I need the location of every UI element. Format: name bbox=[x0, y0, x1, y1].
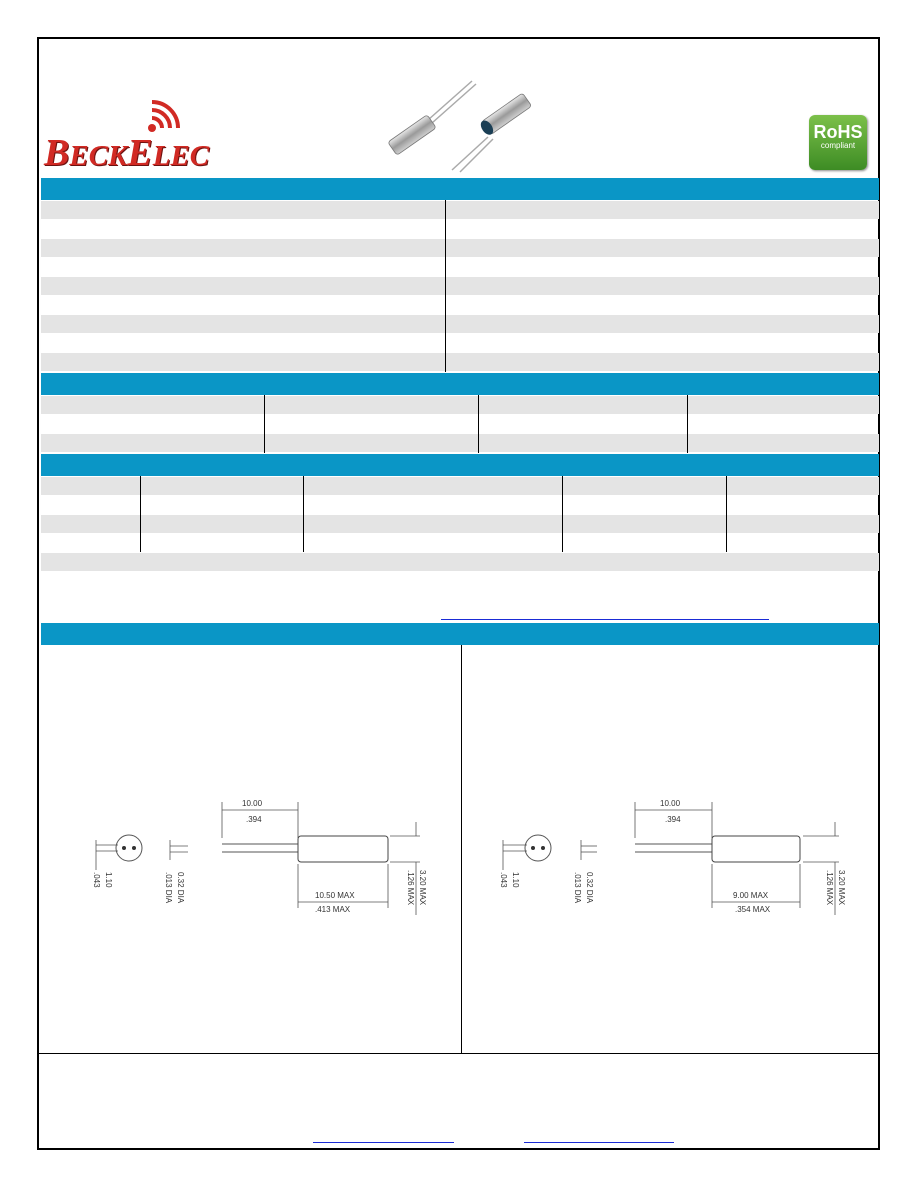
column-divider bbox=[264, 395, 265, 453]
diameter-metric: 3.20 MAX bbox=[837, 870, 846, 906]
lead-length-imperial: .394 bbox=[246, 815, 262, 824]
section-header-bar-4 bbox=[41, 623, 879, 645]
pitch-imperial: .043 bbox=[499, 872, 508, 888]
footer-link-underline-2[interactable] bbox=[524, 1142, 674, 1143]
rohs-title: RoHS bbox=[813, 122, 863, 142]
table-row bbox=[41, 553, 879, 571]
column-divider bbox=[478, 395, 479, 453]
column-divider bbox=[140, 476, 141, 552]
lead-length-imperial: .394 bbox=[665, 815, 681, 824]
table-row bbox=[41, 239, 879, 257]
logo-initial-b: B bbox=[44, 132, 70, 174]
footer-link-underline-1[interactable] bbox=[313, 1142, 454, 1143]
rohs-subtitle: compliant bbox=[820, 141, 856, 150]
lead-length-metric: 10.00 bbox=[660, 799, 681, 808]
rohs-compliant-badge bbox=[809, 115, 867, 170]
lead-length-metric: 10.00 bbox=[242, 799, 263, 808]
pitch-metric: 1.10 bbox=[104, 872, 113, 888]
company-logo bbox=[44, 131, 209, 175]
table-row bbox=[41, 315, 879, 333]
column-divider bbox=[726, 476, 727, 552]
body-length-metric: 10.50 MAX bbox=[315, 891, 355, 900]
section-header-bar-3 bbox=[41, 454, 879, 476]
crystal-product-photo bbox=[380, 75, 540, 175]
lead-diameter-imperial: .013 DIA bbox=[164, 872, 173, 904]
section-header-bar-1 bbox=[41, 178, 879, 200]
diameter-metric: 3.20 MAX bbox=[418, 870, 427, 906]
body-length-imperial: .413 MAX bbox=[315, 905, 351, 914]
section-header-bar-2 bbox=[41, 373, 879, 395]
lead-diameter-metric: 0.32 DIA bbox=[585, 872, 594, 904]
column-divider bbox=[461, 645, 462, 1053]
logo-initial-e: E bbox=[127, 132, 153, 174]
logo-text-lec: LEC bbox=[152, 140, 210, 172]
pitch-imperial: .043 bbox=[92, 872, 101, 888]
diameter-imperial: .126 MAX bbox=[406, 870, 415, 906]
table-row bbox=[41, 434, 879, 452]
section-divider bbox=[39, 1053, 879, 1054]
dimension-drawing-long-can bbox=[70, 790, 440, 920]
table-row bbox=[41, 201, 879, 219]
table-row bbox=[41, 353, 879, 371]
table-row bbox=[41, 277, 879, 295]
column-divider bbox=[687, 395, 688, 453]
lead-diameter-imperial: .013 DIA bbox=[573, 872, 582, 904]
lead-diameter-metric: 0.32 DIA bbox=[176, 872, 185, 904]
table-row bbox=[41, 396, 879, 414]
body-length-metric: 9.00 MAX bbox=[733, 891, 769, 900]
logo-text-eck: ECK bbox=[69, 140, 128, 172]
hyperlink-underline[interactable] bbox=[441, 619, 769, 620]
body-length-imperial: .354 MAX bbox=[735, 905, 771, 914]
dimension-drawing-short-can bbox=[475, 790, 865, 920]
pitch-metric: 1.10 bbox=[511, 872, 520, 888]
column-divider bbox=[445, 200, 446, 372]
column-divider bbox=[562, 476, 563, 552]
diameter-imperial: .126 MAX bbox=[825, 870, 834, 906]
table-row bbox=[41, 477, 879, 495]
table-row bbox=[41, 515, 879, 533]
column-divider bbox=[303, 476, 304, 552]
